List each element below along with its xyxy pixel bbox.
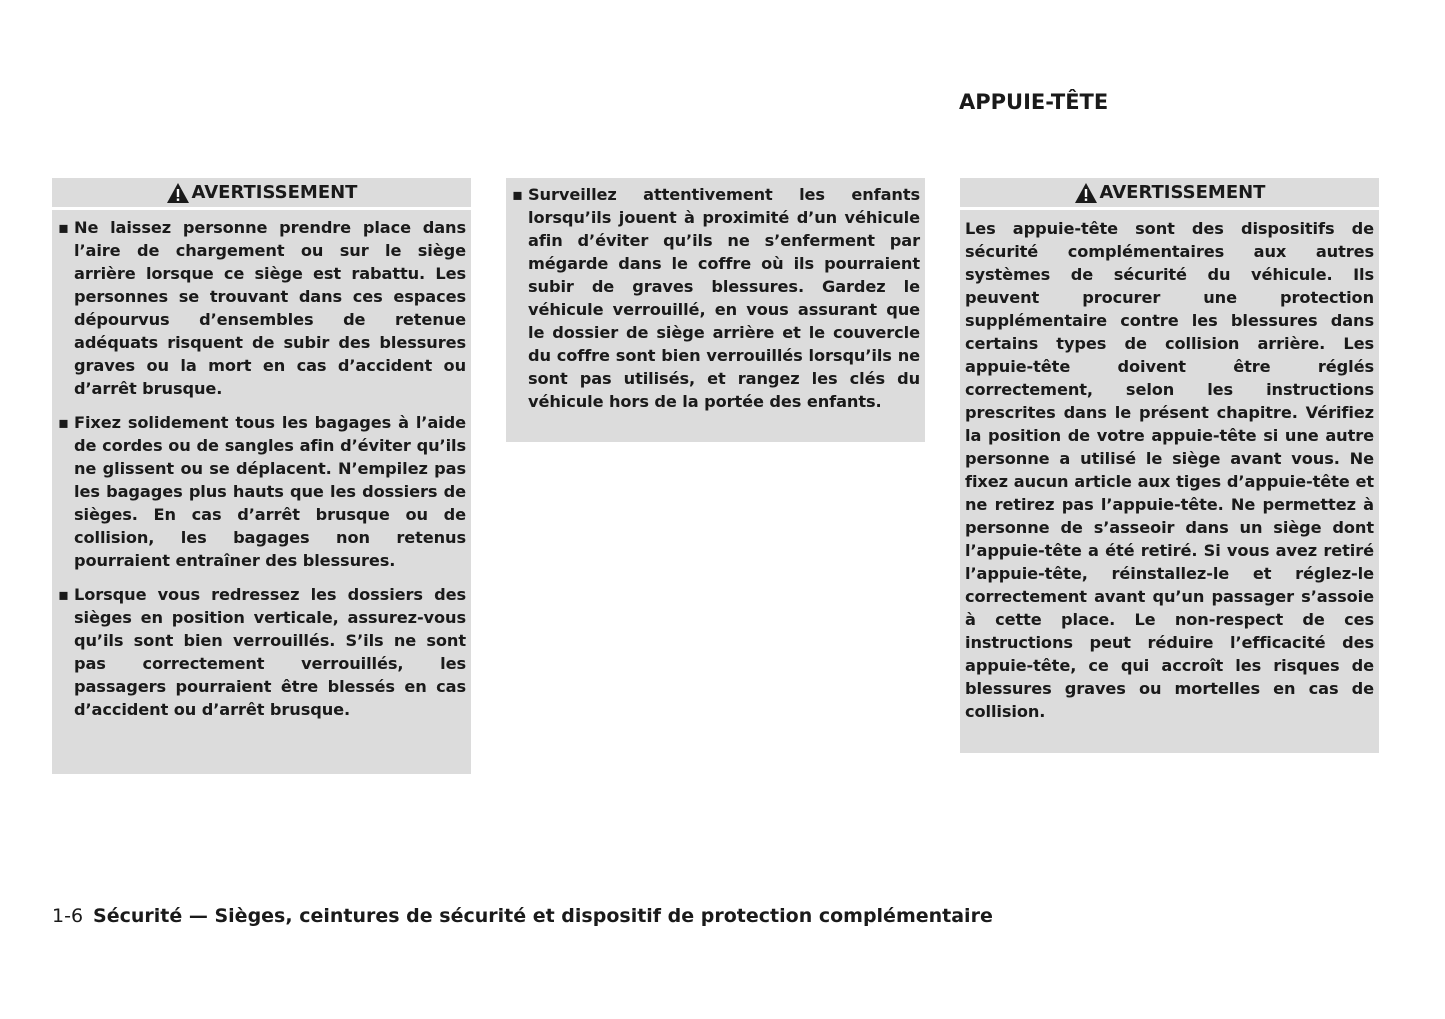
warning-triangle-icon [1074,182,1098,204]
warning-header [52,178,471,210]
warning-list [52,210,471,721]
warning-box-middle [506,178,925,442]
warning-item [56,411,466,572]
warning-box-left [52,178,471,774]
warning-box-right [960,178,1379,753]
page-number: 1-6 [52,905,84,927]
warning-list [506,178,925,413]
warning-item-text: Fixez solidement tous les bagages à l’aide de cordes ou de sangles afin d’éviter qu’ils ne glissent ou se déplacent. N’empilez pas les bagages plus hauts que les dossiers de sièges. En cas d’arrêt brusque ou de collision, les bagages non retenus pourraient entraîner des blessures. [74,413,466,570]
warning-header [960,178,1379,210]
warning-triangle-icon [166,182,190,204]
page-footer [52,905,993,927]
warning-item [56,216,466,400]
warning-label: AVERTISSEMENT [1099,182,1266,203]
warning-item-text: Surveillez attentivement les enfants lorsqu’ils jouent à proximité d’un véhicule afin d’éviter qu’ils ne s’enferment par mégarde dans le coffre où ils pourraient subir de graves blessures. Gardez le véhicule verrouillé, en vous assurant que le dossier de siège arrière et le couvercle du coffre sont bien verrouillés lorsqu’ils ne sont pas utilisés, et rangez les clés du véhicule hors de la portée des enfants. [528,185,920,411]
warning-label: AVERTISSEMENT [191,182,358,203]
bullet-icon: ▪ [58,218,69,237]
bullet-icon: ▪ [512,185,523,204]
bullet-icon: ▪ [58,585,69,604]
warning-item [510,183,920,413]
warning-item-text: Lorsque vous redressez les dossiers des sièges en position verticale, assurez-vous qu’ils sont bien verrouillés. S’ils ne sont pas correctement verrouillés, les passagers pourraient être blessés en cas d’accident ou d’arrêt brusque. [74,585,466,719]
warning-paragraph: Les appuie-tête sont des dispositifs de sécurité complémentaires aux autres systèmes de sécurité du véhicule. Ils peuvent procurer une protection supplémentaire contre les blessures dans certains types de collision arrière. Les appuie-tête doivent être réglés correctement, selon les instructions prescrites dans le présent chapitre. Vérifiez la position de votre appuie-tête si une autre personne a utilisé le siège avant vous. Ne fixez aucun article aux tiges d’appuie-tête et ne retirez pas l’appuie-tête. Ne permettez à personne de s’asseoir dans un siège dont l’appuie-tête a été retiré. Si vous avez retiré l’appuie-tête, réinstallez-le et réglez-le correctement avant qu’un passager s’assoie à cette place. Le non-respect de ces instructions peut réduire l’efficacité des appuie-tête, ce qui accroît les risques de blessures graves ou mortelles en cas de collision. [965,219,1374,721]
warning-item [56,583,466,721]
chapter-title: Sécurité — Sièges, ceintures de sécurité et dispositif de protection complémentaire [93,905,993,927]
section-heading: APPUIE-TÊTE [959,90,1109,114]
warning-item-text: Ne laissez personne prendre place dans l’aire de chargement ou sur le siège arrière lorsque ce siège est rabattu. Les personnes se trouvant dans ces espaces dépourvus d’ensembles de retenue adéquats risquent de subir des blessures graves ou la mort en cas d’accident ou d’arrêt brusque. [74,218,466,398]
bullet-icon: ▪ [58,413,69,432]
